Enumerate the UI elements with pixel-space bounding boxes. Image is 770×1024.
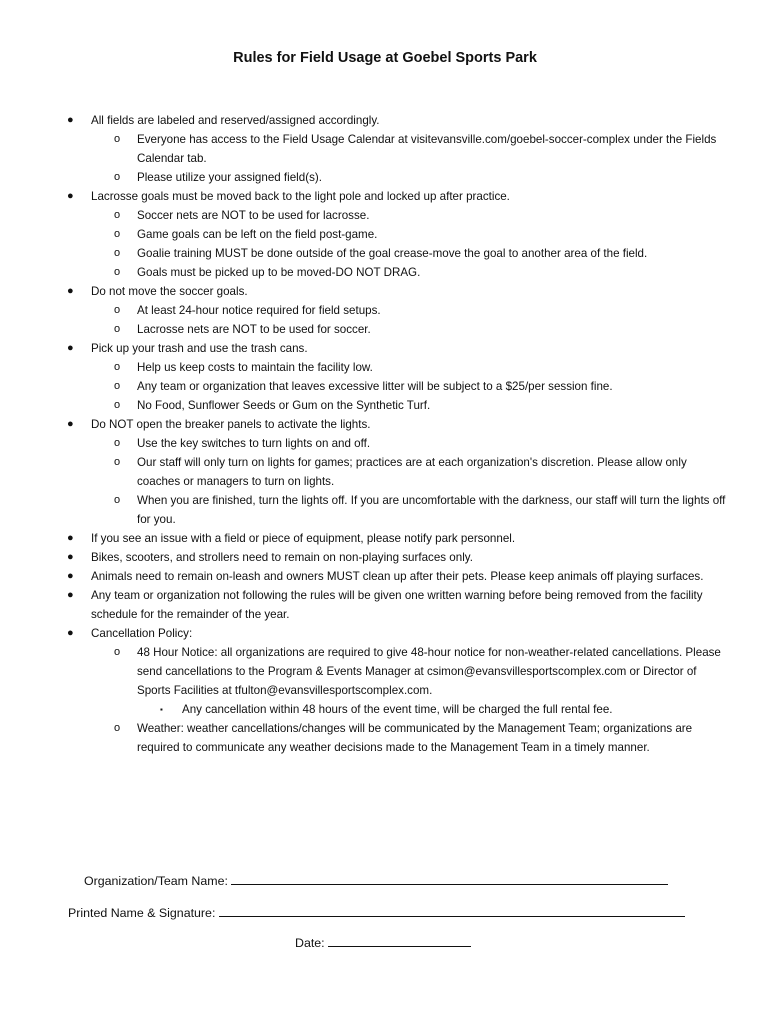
rule-subitem bbox=[0, 320, 770, 339]
bullet-circle-icon: o bbox=[114, 209, 121, 221]
bullet-circle-icon: o bbox=[114, 646, 121, 658]
item-text: Our staff will only turn on lights for games; practices are at each organization's discretion. Please allow only coaches or managers to turn on lights. bbox=[137, 456, 687, 488]
item-text: Lacrosse nets are NOT to be used for soccer. bbox=[137, 323, 371, 336]
rule-subsubitem bbox=[0, 700, 770, 719]
bullet-circle-icon: o bbox=[114, 133, 121, 145]
rule-subitem bbox=[0, 396, 770, 415]
date-label: Date: bbox=[295, 936, 325, 950]
rule-item bbox=[0, 548, 770, 567]
bullet-circle-icon: o bbox=[114, 228, 121, 240]
rule-item bbox=[0, 567, 770, 586]
bullet-circle-icon: o bbox=[114, 380, 121, 392]
rule-subitem bbox=[0, 453, 770, 491]
bullet-circle-icon: o bbox=[114, 304, 121, 316]
rule-item bbox=[0, 111, 770, 130]
rule-subitem bbox=[0, 358, 770, 377]
item-text: Soccer nets are NOT to be used for lacrosse. bbox=[137, 209, 370, 222]
item-text: Everyone has access to the Field Usage Calendar at visitevansville.com/goebel-soccer-complex under the Fields Calendar tab. bbox=[137, 133, 717, 165]
rule-subitem bbox=[0, 643, 770, 700]
printed-name-label: Printed Name & Signature: bbox=[68, 906, 216, 920]
bullet-circle-icon: o bbox=[114, 247, 121, 259]
item-text: Do NOT open the breaker panels to activate the lights. bbox=[91, 418, 371, 431]
item-text: Weather: weather cancellations/changes will be communicated by the Management Team; organizations are required to communicate any weather decisions made to the Management Team in a timely manner. bbox=[137, 722, 693, 754]
rule-item bbox=[0, 282, 770, 301]
rule-subitem bbox=[0, 301, 770, 320]
rule-subitem bbox=[0, 719, 770, 757]
printed-name-row bbox=[68, 902, 685, 920]
item-text: Cancellation Policy: bbox=[91, 627, 193, 640]
item-text: All fields are labeled and reserved/assigned accordingly. bbox=[91, 114, 380, 127]
rule-subitem bbox=[0, 225, 770, 244]
date-line[interactable] bbox=[328, 932, 471, 947]
rule-item bbox=[0, 624, 770, 643]
rule-subitem bbox=[0, 130, 770, 168]
rule-subitem bbox=[0, 244, 770, 263]
bullet-dot-icon: ● bbox=[67, 589, 74, 601]
bullet-circle-icon: o bbox=[114, 361, 121, 373]
bullet-dot-icon: ● bbox=[67, 342, 74, 354]
bullet-dot-icon: ● bbox=[67, 190, 74, 202]
item-text: Animals need to remain on-leash and owners MUST clean up after their pets. Please keep animals off playing surfaces. bbox=[91, 570, 704, 583]
bullet-dot-icon: ● bbox=[67, 551, 74, 563]
bullet-circle-icon: o bbox=[114, 494, 121, 506]
item-text: Game goals can be left on the field post-game. bbox=[137, 228, 378, 241]
item-text: Pick up your trash and use the trash cans. bbox=[91, 342, 308, 355]
printed-name-line[interactable] bbox=[219, 902, 685, 917]
rule-subitem bbox=[0, 491, 770, 529]
rules-list bbox=[0, 111, 770, 757]
bullet-dot-icon: ● bbox=[67, 532, 74, 544]
bullet-circle-icon: o bbox=[114, 266, 121, 278]
document-title: Rules for Field Usage at Goebel Sports Park bbox=[233, 50, 537, 66]
bullet-circle-icon: o bbox=[114, 323, 121, 335]
item-text: When you are finished, turn the lights off. If you are uncomfortable with the darkness, our staff will turn the lights off for you. bbox=[137, 494, 726, 526]
item-text: Help us keep costs to maintain the facility low. bbox=[137, 361, 373, 374]
item-text: If you see an issue with a field or piece of equipment, please notify park personnel. bbox=[91, 532, 516, 545]
bullet-dot-icon: ● bbox=[67, 285, 74, 297]
item-text: No Food, Sunflower Seeds or Gum on the Synthetic Turf. bbox=[137, 399, 431, 412]
bullet-circle-icon: o bbox=[114, 171, 121, 183]
item-text: Any cancellation within 48 hours of the event time, will be charged the full rental fee. bbox=[182, 703, 613, 716]
item-text: At least 24-hour notice required for field setups. bbox=[137, 304, 381, 317]
rule-subitem bbox=[0, 206, 770, 225]
bullet-dot-icon: ● bbox=[67, 570, 74, 582]
rule-item bbox=[0, 529, 770, 548]
rule-subitem bbox=[0, 168, 770, 187]
rule-item bbox=[0, 187, 770, 206]
bullet-circle-icon: o bbox=[114, 399, 121, 411]
item-text: Any team or organization not following the rules will be given one written warning before being removed from the facility schedule for the remainder of the year. bbox=[91, 589, 703, 621]
item-text: Do not move the soccer goals. bbox=[91, 285, 248, 298]
rule-item bbox=[0, 415, 770, 434]
rule-subitem bbox=[0, 377, 770, 396]
bullet-square-icon: ▪ bbox=[160, 705, 163, 714]
bullet-circle-icon: o bbox=[114, 437, 121, 449]
rule-item bbox=[0, 339, 770, 358]
bullet-circle-icon: o bbox=[114, 722, 121, 734]
org-team-line[interactable] bbox=[231, 870, 668, 885]
rule-subitem bbox=[0, 434, 770, 453]
bullet-dot-icon: ● bbox=[67, 627, 74, 639]
item-text: Lacrosse goals must be moved back to the light pole and locked up after practice. bbox=[91, 190, 510, 203]
bullet-dot-icon: ● bbox=[67, 114, 74, 126]
bullet-dot-icon: ● bbox=[67, 418, 74, 430]
rule-subitem bbox=[0, 263, 770, 282]
item-text: Goals must be picked up to be moved-DO NOT DRAG. bbox=[137, 266, 421, 279]
org-team-label: Organization/Team Name: bbox=[84, 874, 228, 888]
item-text: Goalie training MUST be done outside of the goal crease-move the goal to another area of the field. bbox=[137, 247, 648, 260]
item-text: Please utilize your assigned field(s). bbox=[137, 171, 322, 184]
date-row bbox=[295, 932, 471, 950]
item-text: Any team or organization that leaves excessive litter will be subject to a $25/per session fine. bbox=[137, 380, 613, 393]
item-text: Bikes, scooters, and strollers need to remain on non-playing surfaces only. bbox=[91, 551, 473, 564]
org-team-row bbox=[84, 870, 668, 888]
item-text: 48 Hour Notice: all organizations are required to give 48-hour notice for non-weather-related cancellations. Please send cancellations to the Program & Events Manager at csimon@evansvillesportscomplex.com or Director of Sports Facilities at tfulton@evansvillesportscomplex.com. bbox=[137, 646, 721, 697]
rule-item bbox=[0, 586, 770, 624]
item-text: Use the key switches to turn lights on and off. bbox=[137, 437, 371, 450]
bullet-circle-icon: o bbox=[114, 456, 121, 468]
